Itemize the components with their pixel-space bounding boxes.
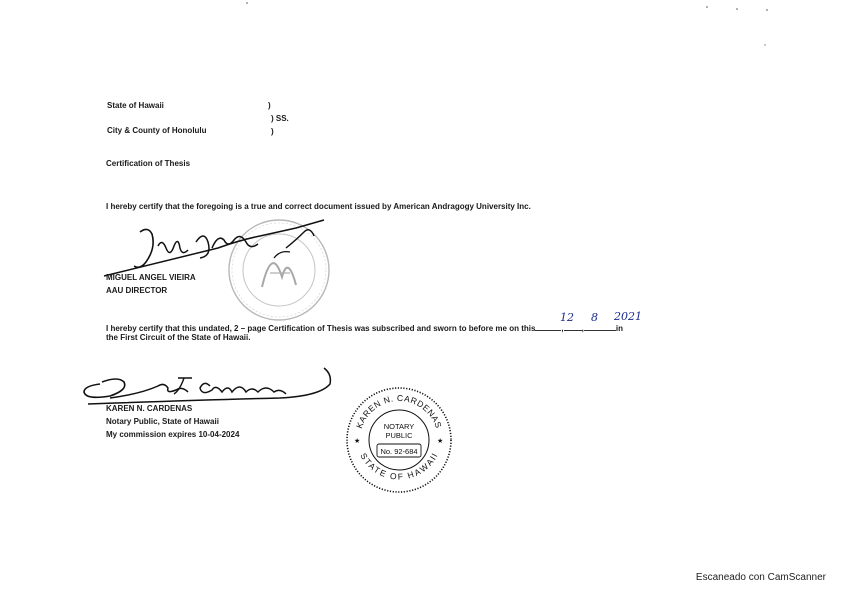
stamp-number: No. 92-684 xyxy=(380,447,418,456)
notary-commission: My commission expires 10-04-2024 xyxy=(106,430,240,439)
venue-city: City & County of Honolulu xyxy=(107,126,207,135)
scanner-watermark: Escaneado con CamScanner xyxy=(695,572,826,583)
sworn-text-after: in xyxy=(615,324,623,333)
notary-title: Notary Public, State of Hawaii xyxy=(106,417,219,426)
stamp-box-line-1: NOTARY xyxy=(383,422,415,431)
notary-stamp xyxy=(344,385,454,495)
director-title: AAU DIRECTOR xyxy=(106,286,168,295)
director-signature xyxy=(100,218,330,280)
doc-title: Certification of Thesis xyxy=(106,159,191,168)
director-name: MIGUEL ANGEL VIEIRA xyxy=(106,273,196,282)
venue-state: State of Hawaii xyxy=(107,101,164,110)
stamp-box-line-2: PUBLIC xyxy=(385,431,413,440)
scan-specks xyxy=(0,0,842,60)
stamp-star-right-icon: ★ xyxy=(437,438,444,445)
certify-statement: I hereby certify that the foregoing is a true and correct document issued by American Andragogy University Inc. xyxy=(106,202,531,211)
stamp-top-arc: KAREN N. CARDENAS xyxy=(353,392,445,430)
sworn-statement: I hereby certify that this undated, 2 – page Certification of Thesis was subscribed and sworn to before me on this , , in xyxy=(106,321,623,334)
handwritten-year: 2021 xyxy=(614,310,642,323)
handwritten-month: 12 xyxy=(560,311,574,324)
sworn-text-before: I hereby certify that this undated, 2 – page Certification of Thesis was subscribed and sworn to before me on this xyxy=(106,324,536,333)
venue-ss: ) SS. xyxy=(271,114,289,123)
notary-signature xyxy=(80,364,335,409)
notary-name: KAREN N. CARDENAS xyxy=(106,404,193,413)
handwritten-day: 8 xyxy=(591,311,598,324)
stamp-bottom-arc: STATE OF HAWAII xyxy=(358,451,440,482)
sworn-line-2: the First Circuit of the State of Hawaii. xyxy=(106,333,251,342)
date-month-blank xyxy=(535,321,561,331)
stamp-star-left-icon: ★ xyxy=(354,438,361,445)
venue-paren-3: ) xyxy=(271,127,274,136)
venue-paren-1: ) xyxy=(268,101,271,110)
date-year-blank xyxy=(584,321,616,331)
